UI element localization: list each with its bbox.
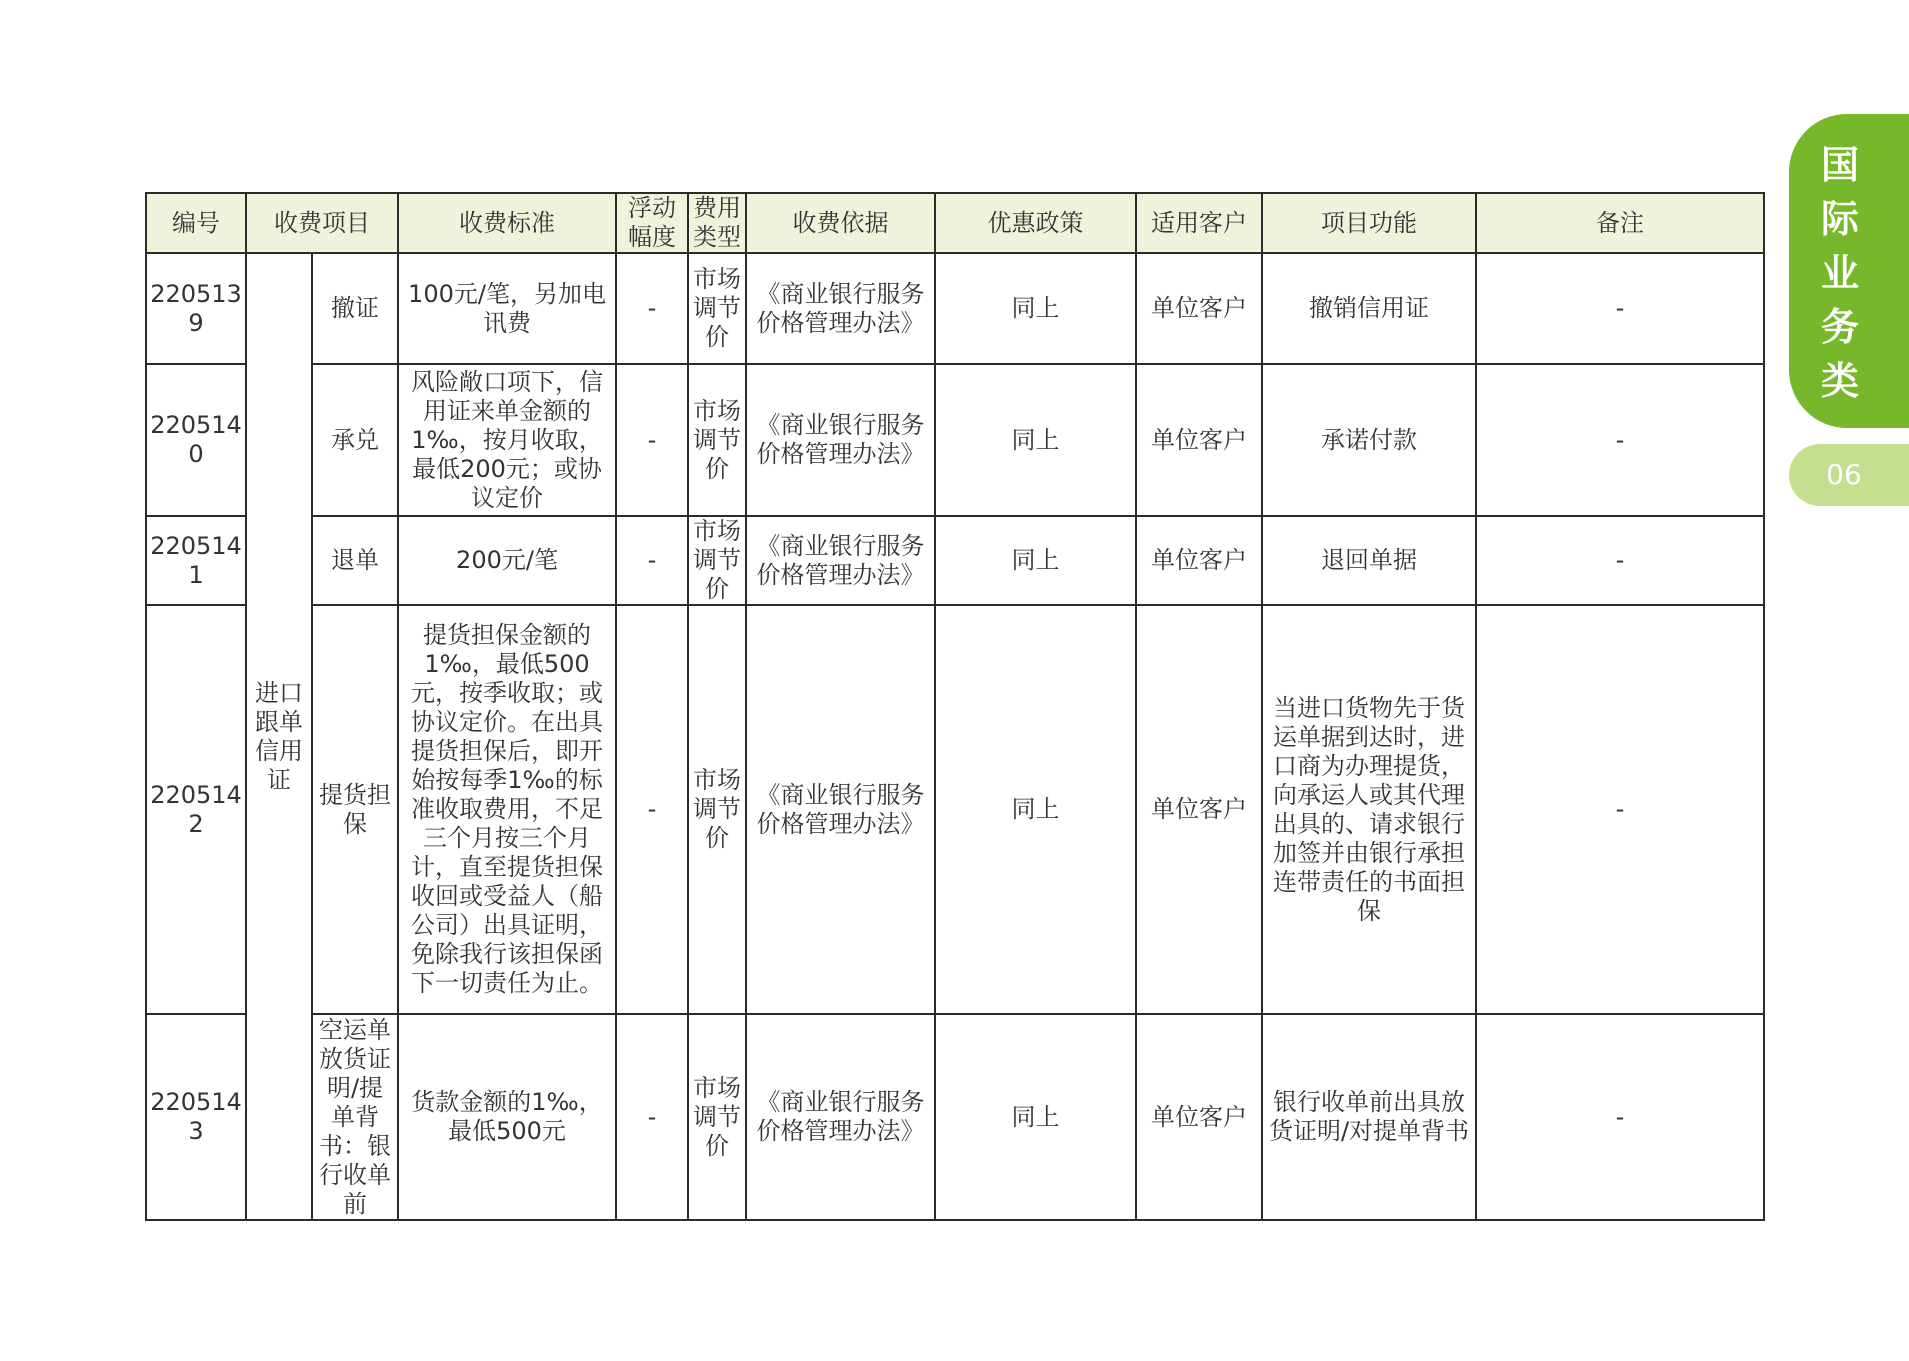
cell-customer: 单位客户 (1136, 605, 1262, 1014)
cell-customer: 单位客户 (1136, 1014, 1262, 1220)
cell-fee-type: 市场调节价 (688, 253, 746, 364)
header-function: 项目功能 (1262, 193, 1476, 253)
cell-float: - (616, 364, 688, 516)
header-discount: 优惠政策 (935, 193, 1136, 253)
cell-standard: 提货担保金额的1‰，最低500元，按季收取；或协议定价。在出具提货担保后，即开始按每季1‰的标准收取费用，不足三个月按三个月计，直至提货担保收回或受益人（船公司）出具证明，免除我行该担保函下一切责任为止。 (398, 605, 616, 1014)
cell-code: 2205141 (146, 516, 246, 605)
cell-function: 当进口货物先于货运单据到达时，进口商为办理提货，向承运人或其代理出具的、请求银行加签并由银行承担连带责任的书面担保 (1262, 605, 1476, 1014)
cell-code: 2205143 (146, 1014, 246, 1220)
cell-function: 撤销信用证 (1262, 253, 1476, 364)
page-number: 06 (1826, 458, 1862, 491)
cell-item: 承兑 (312, 364, 398, 516)
cell-discount: 同上 (935, 605, 1136, 1014)
cell-code: 2205142 (146, 605, 246, 1014)
cell-customer: 单位客户 (1136, 253, 1262, 364)
cell-float: - (616, 605, 688, 1014)
table-header-row (146, 193, 1764, 253)
cell-function: 承诺付款 (1262, 364, 1476, 516)
cell-fee-type: 市场调节价 (688, 516, 746, 605)
table-row (146, 605, 1764, 1014)
header-fee-type: 费用类型 (688, 193, 746, 253)
header-remark: 备注 (1476, 193, 1764, 253)
header-float: 浮动幅度 (616, 193, 688, 253)
table-row (146, 1014, 1764, 1220)
cell-fee-type: 市场调节价 (688, 364, 746, 516)
cell-code: 2205140 (146, 364, 246, 516)
cell-customer: 单位客户 (1136, 516, 1262, 605)
cell-item: 退单 (312, 516, 398, 605)
table-row (146, 516, 1764, 605)
cell-basis: 《商业银行服务价格管理办法》 (746, 364, 935, 516)
cell-standard: 风险敞口项下，信用证来单金额的1‰，按月收取，最低200元；或协议定价 (398, 364, 616, 516)
cell-standard: 100元/笔，另加电讯费 (398, 253, 616, 364)
cell-remark: - (1476, 605, 1764, 1014)
cell-item: 撤证 (312, 253, 398, 364)
cell-customer: 单位客户 (1136, 364, 1262, 516)
cell-discount: 同上 (935, 516, 1136, 605)
cell-discount: 同上 (935, 364, 1136, 516)
cell-code: 2205139 (146, 253, 246, 364)
header-basis: 收费依据 (746, 193, 935, 253)
cell-function: 退回单据 (1262, 516, 1476, 605)
cell-fee-type: 市场调节价 (688, 1014, 746, 1220)
fee-table (145, 192, 1765, 1221)
cell-discount: 同上 (935, 253, 1136, 364)
header-code: 编号 (146, 193, 246, 253)
header-standard: 收费标准 (398, 193, 616, 253)
cell-group: 进口跟单信用证 (246, 253, 312, 1220)
header-customer: 适用客户 (1136, 193, 1262, 253)
cell-function: 银行收单前出具放货证明/对提单背书 (1262, 1014, 1476, 1220)
cell-float: - (616, 1014, 688, 1220)
category-title: 国际业务类 (1820, 143, 1859, 403)
cell-item: 提货担保 (312, 605, 398, 1014)
cell-remark: - (1476, 364, 1764, 516)
cell-float: - (616, 253, 688, 364)
cell-standard: 货款金额的1‰，最低500元 (398, 1014, 616, 1220)
cell-discount: 同上 (935, 1014, 1136, 1220)
header-item: 收费项目 (246, 193, 398, 253)
cell-basis: 《商业银行服务价格管理办法》 (746, 605, 935, 1014)
table-row (146, 253, 1764, 364)
cell-item: 空运单放货证明/提单背书：银行收单前 (312, 1014, 398, 1220)
cell-fee-type: 市场调节价 (688, 605, 746, 1014)
cell-float: - (616, 516, 688, 605)
cell-remark: - (1476, 1014, 1764, 1220)
cell-basis: 《商业银行服务价格管理办法》 (746, 253, 935, 364)
cell-remark: - (1476, 253, 1764, 364)
cell-basis: 《商业银行服务价格管理办法》 (746, 1014, 935, 1220)
table-row (146, 364, 1764, 516)
cell-standard: 200元/笔 (398, 516, 616, 605)
cell-basis: 《商业银行服务价格管理办法》 (746, 516, 935, 605)
cell-remark: - (1476, 516, 1764, 605)
